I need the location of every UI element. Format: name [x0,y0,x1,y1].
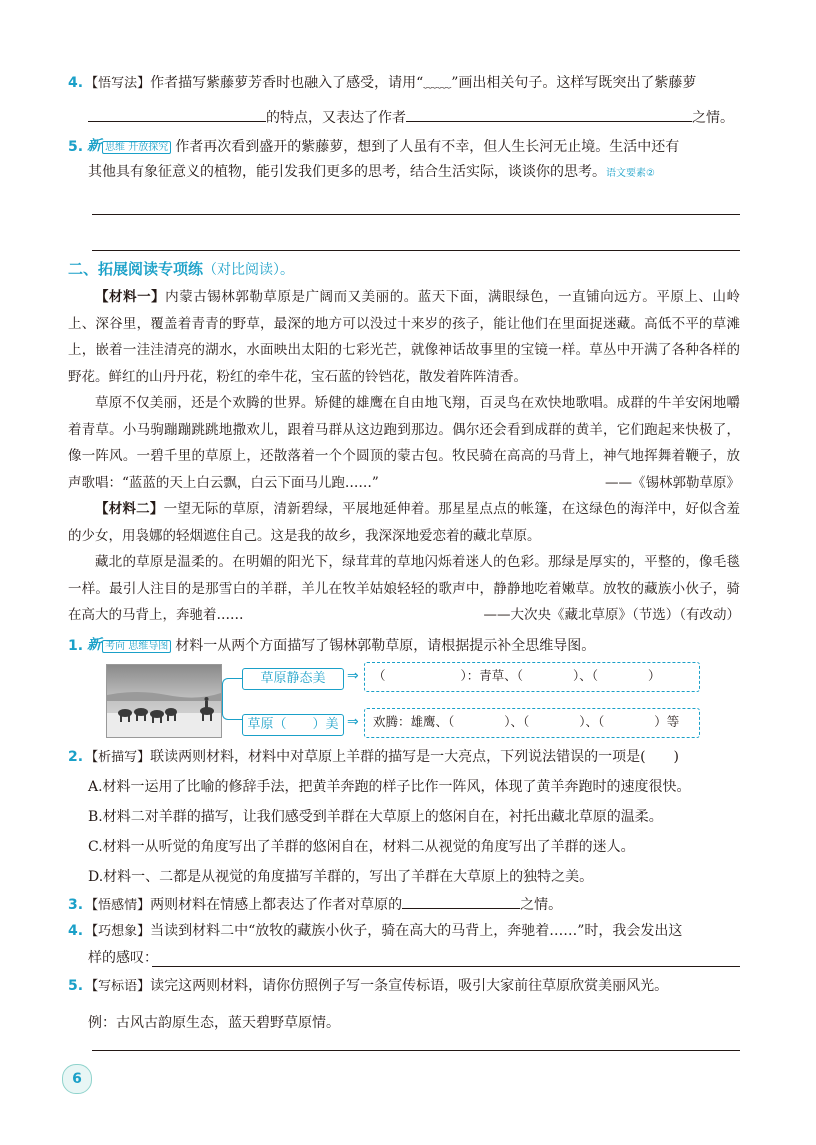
question-text: 材料一从两个方面描写了锡林郭勒草原，请根据提示补全思维导图。 [175,638,596,654]
new-badge-icon: 新 [87,138,102,154]
option-d[interactable]: D.材料一、二都是从视觉的角度描写羊群的，写出了羊群在大草原上的独特之美。 [88,869,594,885]
material-label: 【材料二】 [95,501,164,517]
section-subtitle: （对比阅读）。 [203,262,295,278]
material-1 [68,284,740,629]
option-a[interactable]: A.材料一运用了比喻的修辞手法，把黄羊奔跑的样子比作一阵风，体现了黄羊奔跑时的速度很快。 [88,779,691,795]
paragraph-text: 一望无际的草原，清新碧绿，平展地延伸着。那星星点点的帐篷，在这绿色的海洋中，好似含羞的少女，用袅娜的轻烟遮住自己。这是我的故乡，我深深地爱恋着的藏北草原。 [68,501,741,544]
new-direction-badge [87,634,171,658]
question-text: 其他具有象征意义的植物，能引发我们更多的思考，结合生活实际，谈谈你的思考。 [88,164,606,180]
question-text: 作者再次看到盛开的紫藤萝，想到了人虽有不幸，但人生长河无止境。生活中还有 [175,139,680,155]
section-2-heading [68,258,294,281]
question-text: 两则材料在情感上都表达了作者对草原的 [150,897,403,913]
language-element-note: 语文要素② [606,168,655,179]
material-1-paragraph-2 [68,390,740,496]
question-number: 5. [68,139,84,155]
question-5-line1 [68,135,679,159]
question-text: 的特点，又表达了作者 [266,110,406,126]
new-thinking-badge [87,135,171,159]
question-text: ”画出相关句子。这样写既突出了紫藤萝 [451,75,697,91]
question-number: 2. [68,749,84,765]
question-text: 样的感叹： [88,950,158,966]
answer-line[interactable] [92,250,740,251]
question-number: 4. [68,75,84,91]
material-label: 【材料一】 [95,289,166,305]
option-b[interactable]: B.材料二对羊群的描写，让我们感受到羊群在大草原上的悠闲自在，衬托出藏北草原的温柔。 [88,809,663,825]
question-text: 之情。 [520,897,563,913]
answer-blank[interactable] [88,107,266,122]
option-c[interactable]: C.材料一从听觉的角度写出了羊群的悠闲自在，材料二从视觉的角度写出了羊群的迷人。 [88,839,635,855]
badge-label: 考向 思维导图 [102,640,171,653]
q2-5-line [68,975,668,998]
question-5-line2 [88,161,655,185]
question-number: 5. [68,978,84,994]
answer-blank[interactable] [406,107,692,122]
q2-3-line [68,894,562,917]
source-citation: ——大次央《藏北草原》（节选）（有改动） [483,607,740,623]
example-text: 例：古风古韵原生态，蓝天碧野草原情。 [88,1015,340,1031]
material-1-paragraph-1 [68,284,740,390]
question-text: 作者描写紫藤萝芳香时也融入了感受，请用“ [150,75,424,91]
question-number: 4. [68,923,84,939]
question-4-line2 [88,107,734,129]
mindmap-box-static: 草原静态美 [242,668,344,690]
source-citation: ——《锡林郭勒草原》 [605,474,740,491]
mindmap-row-static[interactable]: （ ）：青草、（ ）、（ ） [364,662,700,692]
question-number: 3. [68,897,84,913]
paragraph-text: 草原不仅美丽，还是个欢腾的世界。矫健的雄鹰在自由地飞翔，百灵鸟在欢快地歌唱。成群的牛羊安闲地嚼着青草。小马驹蹦蹦跳跳地撒欢儿，跟着马群从这边跑到那边。偶尔还会看到成群的黄羊，它们跑起来快极了，像一阵风。一碧千里的草原上，还散落着一个个圆顶的蒙古包。牧民骑在高高的马背上，神气地挥舞着鞭子，放声歌唱：“蓝蓝的天上白云飘，白云下面马儿跑……” [68,395,740,491]
paragraph-text: 藏北的草原是温柔的。在明媚的阳光下，绿茸茸的草地闪烁着迷人的色彩。那绿是厚实的，平整的，像毛毯一样。最引人注目的是那雪白的羊群，羊儿在牧羊姑娘轻轻的歌声中，静静地吃着嫩草。放牧的藏族小伙子，骑在高大的马背上，奔驰着…… [68,554,740,623]
question-tag: 【悟感情】 [85,898,151,913]
question-tag: 【悟写法】 [85,76,151,91]
answer-blank[interactable] [402,894,520,909]
q2-4-line2 [88,947,158,969]
q2-2-line [68,746,679,769]
q2-1-line [68,634,595,658]
question-text: 联读两则材料，材料中对草原上羊群的描写是一大亮点，下列说法错误的一项是( ) [150,749,679,765]
horses-illustration [107,665,221,737]
badge-label: 思维 开放探究 [102,141,171,154]
arrow-icon: ⇒ [347,668,359,684]
question-tag: 【析描写】 [85,750,151,765]
mindmap-box-dynamic[interactable]: 草原（ ）美 [242,714,344,736]
new-badge-icon: 新 [87,637,102,653]
answer-line[interactable] [92,1050,740,1051]
question-tag: 【写标语】 [85,979,151,994]
answer-line[interactable] [152,966,740,967]
paragraph-text: 内蒙古锡林郭勒草原是广阔而又美丽的。蓝天下面，满眼绿色，一直铺向远方。平原上、山岭上、深谷里，覆盖着青青的野草，最深的地方可以没过十来岁的孩子，能让他们在里面捉迷藏。高低不平的草滩上，嵌着一洼洼清亮的湖水，水面映出太阳的七彩光芒，就像神话故事里的宝镜一样。草丛中开满了各种各样的野花。鲜红的山丹丹花，粉红的牵牛花，宝石蓝的铃铛花，散发着阵阵清香。 [68,289,741,385]
question-4-line1 [68,72,696,95]
answer-line[interactable] [92,214,740,215]
question-text: 读完这两则材料，请你仿照例子写一条宣传标语，吸引大家前往草原欣赏美丽风光。 [150,978,669,994]
q2-4-line1 [68,920,682,943]
grassland-horses-image [106,664,222,738]
question-tag: 【巧想象】 [85,924,151,939]
example-line [88,1012,340,1034]
question-text: 当读到材料二中“放牧的藏族小伙子，骑在高大的马背上，奔驰着……”时，我会发出这 [150,923,683,939]
question-text: 之情。 [692,110,734,126]
material-2-paragraph-1 [68,496,740,549]
section-title: 二、拓展阅读专项练 [68,260,204,278]
question-number: 1. [68,638,84,654]
arrow-icon: ⇒ [347,714,359,730]
material-2-paragraph-2 [68,549,740,629]
page-number: 6 [62,1064,92,1094]
mindmap-connector [222,678,243,720]
wave-line-mark: ﹏﹏ [423,75,452,91]
mindmap-row-dynamic[interactable]: 欢腾：雄鹰、（ ）、（ ）、（ ）等 [364,708,700,738]
